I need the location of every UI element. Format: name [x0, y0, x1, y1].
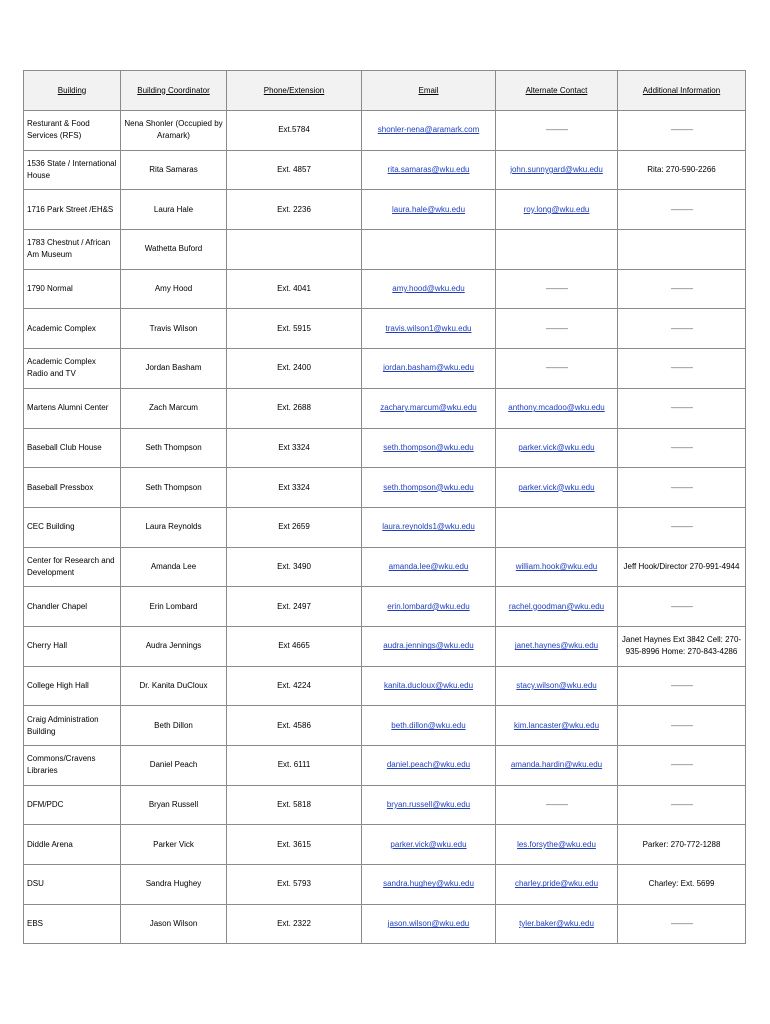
table-row	[24, 111, 746, 151]
additional-info-text: Charley: Ext. 5699	[648, 879, 715, 889]
additional-info-cell	[618, 706, 746, 746]
building-text: Baseball Club House	[27, 442, 102, 452]
alternate-email-link[interactable]: anthony.mcadoo@wku.edu	[508, 403, 605, 413]
additional-info-text: ———	[671, 601, 692, 611]
alternate-contact-text: ———	[546, 363, 567, 373]
building-cell	[24, 904, 121, 944]
phone-text: Ext. 4857	[277, 165, 311, 175]
alternate-contact-cell	[496, 746, 618, 786]
additional-info-text: ———	[671, 125, 692, 135]
email-cell	[362, 230, 496, 270]
table-row	[24, 865, 746, 905]
additional-info-text: ———	[671, 363, 692, 373]
alternate-contact-cell	[496, 507, 618, 547]
coordinator-cell	[121, 468, 227, 508]
alternate-email-link[interactable]: john.sunnygard@wku.edu	[510, 165, 603, 175]
alternate-contact-cell	[496, 865, 618, 905]
additional-info-cell	[618, 666, 746, 706]
alternate-email-link[interactable]: rachel.goodman@wku.edu	[508, 601, 605, 611]
building-text: Baseball Pressbox	[27, 482, 94, 492]
phone-cell	[227, 904, 362, 944]
additional-info-text: ———	[671, 323, 692, 333]
phone-cell	[227, 388, 362, 428]
phone-cell	[227, 507, 362, 547]
building-cell	[24, 190, 121, 230]
email-cell	[362, 746, 496, 786]
phone-text: Ext. 6111	[277, 760, 311, 770]
building-cell	[24, 111, 121, 151]
alternate-email-link[interactable]: tyler.baker@wku.edu	[519, 919, 594, 929]
coordinator-text: Daniel Peach	[149, 760, 198, 770]
table-row	[24, 587, 746, 627]
alternate-contact-cell	[496, 269, 618, 309]
building-text: Chandler Chapel	[27, 601, 88, 611]
additional-info-text: ———	[671, 720, 692, 730]
alternate-email-link[interactable]: william.hook@wku.edu	[515, 561, 598, 571]
email-cell	[362, 547, 496, 587]
coordinator-text: Jason Wilson	[149, 919, 198, 929]
building-text: Resturant & Food Services (RFS)	[27, 119, 90, 141]
phone-cell	[227, 666, 362, 706]
alternate-contact-cell	[496, 706, 618, 746]
header-info: Additional Information	[618, 71, 746, 111]
phone-cell	[227, 785, 362, 825]
building-cell	[24, 428, 121, 468]
building-text: 1783 Chestnut / African Am Museum	[27, 238, 111, 260]
building-text: Craig Administration Building	[27, 714, 99, 736]
additional-info-cell	[618, 349, 746, 389]
phone-cell	[227, 547, 362, 587]
alternate-contact-text: ———	[546, 800, 567, 810]
coordinator-cell	[121, 785, 227, 825]
header-phone: Phone/Extension	[227, 71, 362, 111]
coordinator-text: Amanda Lee	[150, 561, 197, 571]
building-cell	[24, 269, 121, 309]
coordinator-cell	[121, 904, 227, 944]
alternate-email-link[interactable]: stacy.wilson@wku.edu	[516, 680, 597, 690]
phone-text: Ext.5784	[278, 125, 310, 135]
additional-info-cell	[618, 587, 746, 627]
coordinator-text: Jordan Basham	[145, 363, 202, 373]
additional-info-cell	[618, 190, 746, 230]
alternate-email-link[interactable]: charley.pride@wku.edu	[514, 879, 599, 889]
email-link[interactable]: zachary.marcum@wku.edu	[380, 403, 477, 413]
phone-text: Ext. 2400	[277, 363, 311, 373]
building-text: 1790 Normal	[27, 284, 73, 294]
alternate-email-link[interactable]: amanda.hardin@wku.edu	[510, 760, 603, 770]
coordinator-text: Travis Wilson	[149, 323, 198, 333]
email-cell	[362, 587, 496, 627]
building-text: 1536 State / International House	[27, 159, 117, 181]
additional-info-text: ———	[671, 442, 692, 452]
email-cell	[362, 349, 496, 389]
alternate-contact-text: ———	[546, 125, 567, 135]
coordinator-text: Zach Marcum	[149, 403, 198, 413]
additional-info-cell	[618, 111, 746, 151]
table-row	[24, 785, 746, 825]
table-row	[24, 825, 746, 865]
building-cell	[24, 746, 121, 786]
email-cell	[362, 111, 496, 151]
email-link[interactable]: bryan.russell@wku.edu	[386, 800, 471, 810]
additional-info-cell	[618, 388, 746, 428]
email-link[interactable]: jordan.basham@wku.edu	[383, 363, 474, 373]
additional-info-text: ———	[671, 760, 692, 770]
phone-cell	[227, 706, 362, 746]
phone-text: Ext. 3490	[277, 561, 311, 571]
coordinator-cell	[121, 706, 227, 746]
email-cell	[362, 468, 496, 508]
table-row	[24, 150, 746, 190]
additional-info-cell	[618, 309, 746, 349]
table-row	[24, 230, 746, 270]
alternate-contact-cell	[496, 904, 618, 944]
additional-info-text: Jeff Hook/Director 270-991-4944	[623, 561, 740, 571]
additional-info-cell	[618, 904, 746, 944]
table-row	[24, 746, 746, 786]
email-cell	[362, 428, 496, 468]
email-cell	[362, 388, 496, 428]
additional-info-cell	[618, 230, 746, 270]
email-link[interactable]: beth.dillon@wku.edu	[391, 720, 466, 730]
alternate-email-link[interactable]: parker.vick@wku.edu	[518, 442, 595, 452]
alternate-contact-cell	[496, 587, 618, 627]
additional-info-cell	[618, 547, 746, 587]
table-row	[24, 904, 746, 944]
additional-info-cell	[618, 746, 746, 786]
header-building: Building	[24, 71, 121, 111]
header-email: Email	[362, 71, 496, 111]
coordinator-cell	[121, 349, 227, 389]
email-link[interactable]: parker.vick@wku.edu	[390, 839, 467, 849]
coordinator-text: Rita Samaras	[149, 165, 198, 175]
table-row	[24, 190, 746, 230]
building-cell	[24, 230, 121, 270]
alternate-contact-cell	[496, 626, 618, 666]
building-text: Academic Complex Radio and TV	[27, 357, 96, 379]
alternate-contact-text: ———	[546, 323, 567, 333]
email-link[interactable]: erin.lombard@wku.edu	[387, 601, 470, 611]
coordinator-text: Nena Shonler (Occupied by Aramark)	[124, 119, 223, 141]
email-link[interactable]: daniel.peach@wku.edu	[386, 760, 471, 770]
phone-cell	[227, 626, 362, 666]
alternate-contact-cell	[496, 190, 618, 230]
coordinator-cell	[121, 666, 227, 706]
coordinator-cell	[121, 587, 227, 627]
coordinator-cell	[121, 428, 227, 468]
table-row	[24, 428, 746, 468]
building-cell	[24, 547, 121, 587]
email-link[interactable]: amanda.lee@wku.edu	[388, 561, 469, 571]
additional-info-text: ———	[671, 522, 692, 532]
table-row	[24, 269, 746, 309]
building-cell	[24, 150, 121, 190]
additional-info-text: ———	[671, 800, 692, 810]
phone-text: Ext 3324	[278, 442, 310, 452]
coordinator-cell	[121, 309, 227, 349]
coordinator-cell	[121, 111, 227, 151]
additional-info-text: ———	[671, 680, 692, 690]
header-row	[24, 71, 746, 111]
building-cell	[24, 626, 121, 666]
additional-info-cell	[618, 428, 746, 468]
alternate-email-link[interactable]: janet.haynes@wku.edu	[514, 641, 599, 651]
additional-info-cell	[618, 468, 746, 508]
coordinator-table	[23, 70, 746, 944]
building-cell	[24, 825, 121, 865]
email-link[interactable]: jason.wilson@wku.edu	[387, 919, 470, 929]
phone-text: Ext. 2236	[277, 204, 311, 214]
building-cell	[24, 507, 121, 547]
additional-info-cell	[618, 785, 746, 825]
phone-text: Ext. 3615	[277, 839, 311, 849]
table-row	[24, 388, 746, 428]
building-cell	[24, 388, 121, 428]
table-row	[24, 666, 746, 706]
table-row	[24, 626, 746, 666]
phone-text: Ext. 5793	[277, 879, 311, 889]
alternate-contact-cell	[496, 428, 618, 468]
email-cell	[362, 309, 496, 349]
alternate-email-link[interactable]: les.forsythe@wku.edu	[517, 839, 596, 849]
building-text: Diddle Arena	[27, 839, 73, 849]
coordinator-cell	[121, 388, 227, 428]
alternate-email-link[interactable]: kim.lancaster@wku.edu	[513, 720, 600, 730]
coordinator-text: Wathetta Buford	[144, 244, 203, 254]
table-row	[24, 706, 746, 746]
coordinator-cell	[121, 626, 227, 666]
coordinator-text: Amy Hood	[154, 284, 193, 294]
email-link[interactable]: seth.thompson@wku.edu	[383, 482, 474, 492]
building-text: Cherry Hall	[27, 641, 68, 651]
coordinator-cell	[121, 865, 227, 905]
alternate-contact-cell	[496, 825, 618, 865]
coordinator-text: Sandra Hughey	[145, 879, 202, 889]
coordinator-text: Laura Reynolds	[145, 522, 202, 532]
building-cell	[24, 309, 121, 349]
email-link[interactable]: seth.thompson@wku.edu	[383, 442, 474, 452]
email-cell	[362, 865, 496, 905]
building-text: Commons/Cravens Libraries	[27, 754, 96, 776]
additional-info-text: ———	[671, 403, 692, 413]
phone-cell	[227, 825, 362, 865]
phone-text: Ext. 4224	[277, 680, 311, 690]
phone-text: Ext. 2322	[277, 919, 311, 929]
phone-text: Ext 2659	[278, 522, 310, 532]
email-cell	[362, 904, 496, 944]
phone-text: Ext. 2497	[277, 601, 311, 611]
building-text: EBS	[27, 919, 44, 929]
building-cell	[24, 468, 121, 508]
phone-text: Ext. 4586	[277, 720, 311, 730]
phone-text: Ext. 5818	[277, 800, 311, 810]
phone-text: Ext. 2688	[277, 403, 311, 413]
email-link[interactable]: audra.jennings@wku.edu	[383, 641, 474, 651]
email-cell	[362, 785, 496, 825]
building-text: Center for Research and Development	[27, 555, 115, 577]
coordinator-cell	[121, 746, 227, 786]
building-text: Martens Alumni Center	[27, 403, 109, 413]
email-link[interactable]: kanita.ducloux@wku.edu	[383, 680, 474, 690]
phone-text: Ext. 4041	[277, 284, 311, 294]
email-cell	[362, 626, 496, 666]
building-text: College High Hall	[27, 680, 89, 690]
building-text: Academic Complex	[27, 323, 96, 333]
alternate-contact-cell	[496, 349, 618, 389]
alternate-contact-cell	[496, 111, 618, 151]
additional-info-cell	[618, 507, 746, 547]
alternate-contact-cell	[496, 468, 618, 508]
building-text: CEC Building	[27, 522, 75, 532]
phone-cell	[227, 111, 362, 151]
email-link[interactable]: amy.hood@wku.edu	[392, 284, 465, 294]
alternate-contact-cell	[496, 388, 618, 428]
phone-cell	[227, 587, 362, 627]
phone-cell	[227, 468, 362, 508]
additional-info-text: ———	[671, 482, 692, 492]
additional-info-cell	[618, 150, 746, 190]
header-alternate: Alternate Contact	[496, 71, 618, 111]
building-cell	[24, 785, 121, 825]
alternate-contact-cell	[496, 785, 618, 825]
email-cell	[362, 825, 496, 865]
alternate-email-link[interactable]: roy.long@wku.edu	[523, 204, 590, 214]
phone-text: Ext 4665	[278, 641, 310, 651]
phone-cell	[227, 865, 362, 905]
additional-info-text: Janet Haynes Ext 3842 Cell: 270-935-8996 Home: 270-843-4286	[621, 635, 742, 657]
building-cell	[24, 706, 121, 746]
coordinator-cell	[121, 190, 227, 230]
phone-cell	[227, 349, 362, 389]
table-row	[24, 507, 746, 547]
alternate-contact-cell	[496, 547, 618, 587]
coordinator-cell	[121, 547, 227, 587]
email-cell	[362, 190, 496, 230]
table-row	[24, 468, 746, 508]
email-link[interactable]: shonler-nena@aramark.com	[377, 125, 480, 135]
coordinator-cell	[121, 230, 227, 270]
phone-cell	[227, 746, 362, 786]
additional-info-cell	[618, 626, 746, 666]
phone-cell	[227, 428, 362, 468]
additional-info-text: ———	[671, 919, 692, 929]
header-coordinator: Building Coordinator	[121, 71, 227, 111]
email-cell	[362, 706, 496, 746]
additional-info-text: ———	[671, 284, 692, 294]
additional-info-text: Parker: 270-772-1288	[642, 839, 721, 849]
coordinator-text: Dr. Kanita DuCloux	[139, 680, 208, 690]
email-cell	[362, 150, 496, 190]
email-link[interactable]: rita.samaras@wku.edu	[387, 165, 470, 175]
phone-cell	[227, 150, 362, 190]
coordinator-cell	[121, 825, 227, 865]
phone-text: Ext. 5915	[277, 323, 311, 333]
coordinator-cell	[121, 269, 227, 309]
email-link[interactable]: laura.hale@wku.edu	[391, 204, 466, 214]
alternate-contact-cell	[496, 309, 618, 349]
phone-cell	[227, 269, 362, 309]
additional-info-cell	[618, 825, 746, 865]
alternate-contact-cell	[496, 150, 618, 190]
coordinator-cell	[121, 507, 227, 547]
coordinator-text: Audra Jennings	[145, 641, 202, 651]
email-link[interactable]: laura.reynolds1@wku.edu	[382, 522, 475, 532]
coordinator-text: Seth Thompson	[145, 442, 202, 452]
phone-text: Ext 3324	[278, 482, 310, 492]
phone-cell	[227, 309, 362, 349]
coordinator-text: Bryan Russell	[148, 800, 199, 810]
phone-cell	[227, 190, 362, 230]
alternate-contact-cell	[496, 666, 618, 706]
additional-info-cell	[618, 865, 746, 905]
coordinator-cell	[121, 150, 227, 190]
email-cell	[362, 507, 496, 547]
building-cell	[24, 865, 121, 905]
additional-info-text: ———	[671, 204, 692, 214]
email-cell	[362, 666, 496, 706]
email-link[interactable]: travis.wilson1@wku.edu	[385, 323, 472, 333]
coordinator-text: Erin Lombard	[149, 601, 198, 611]
email-link[interactable]: sandra.hughey@wku.edu	[383, 879, 474, 889]
building-text: 1716 Park Street /EH&S	[27, 204, 114, 214]
alternate-email-link[interactable]: parker.vick@wku.edu	[518, 482, 595, 492]
building-cell	[24, 666, 121, 706]
coordinator-text: Laura Hale	[153, 204, 194, 214]
additional-info-cell	[618, 269, 746, 309]
table-row	[24, 547, 746, 587]
table-row	[24, 309, 746, 349]
alternate-contact-text: ———	[546, 284, 567, 294]
coordinator-text: Beth Dillon	[154, 720, 193, 730]
table-row	[24, 349, 746, 389]
coordinator-text: Seth Thompson	[145, 482, 202, 492]
building-cell	[24, 587, 121, 627]
coordinator-text: Parker Vick	[153, 839, 194, 849]
email-cell	[362, 269, 496, 309]
building-text: DFM/PDC	[27, 800, 64, 810]
building-text: DSU	[27, 879, 44, 889]
phone-cell	[227, 230, 362, 270]
building-cell	[24, 349, 121, 389]
additional-info-text: Rita: 270-590-2266	[647, 165, 716, 175]
alternate-contact-cell	[496, 230, 618, 270]
